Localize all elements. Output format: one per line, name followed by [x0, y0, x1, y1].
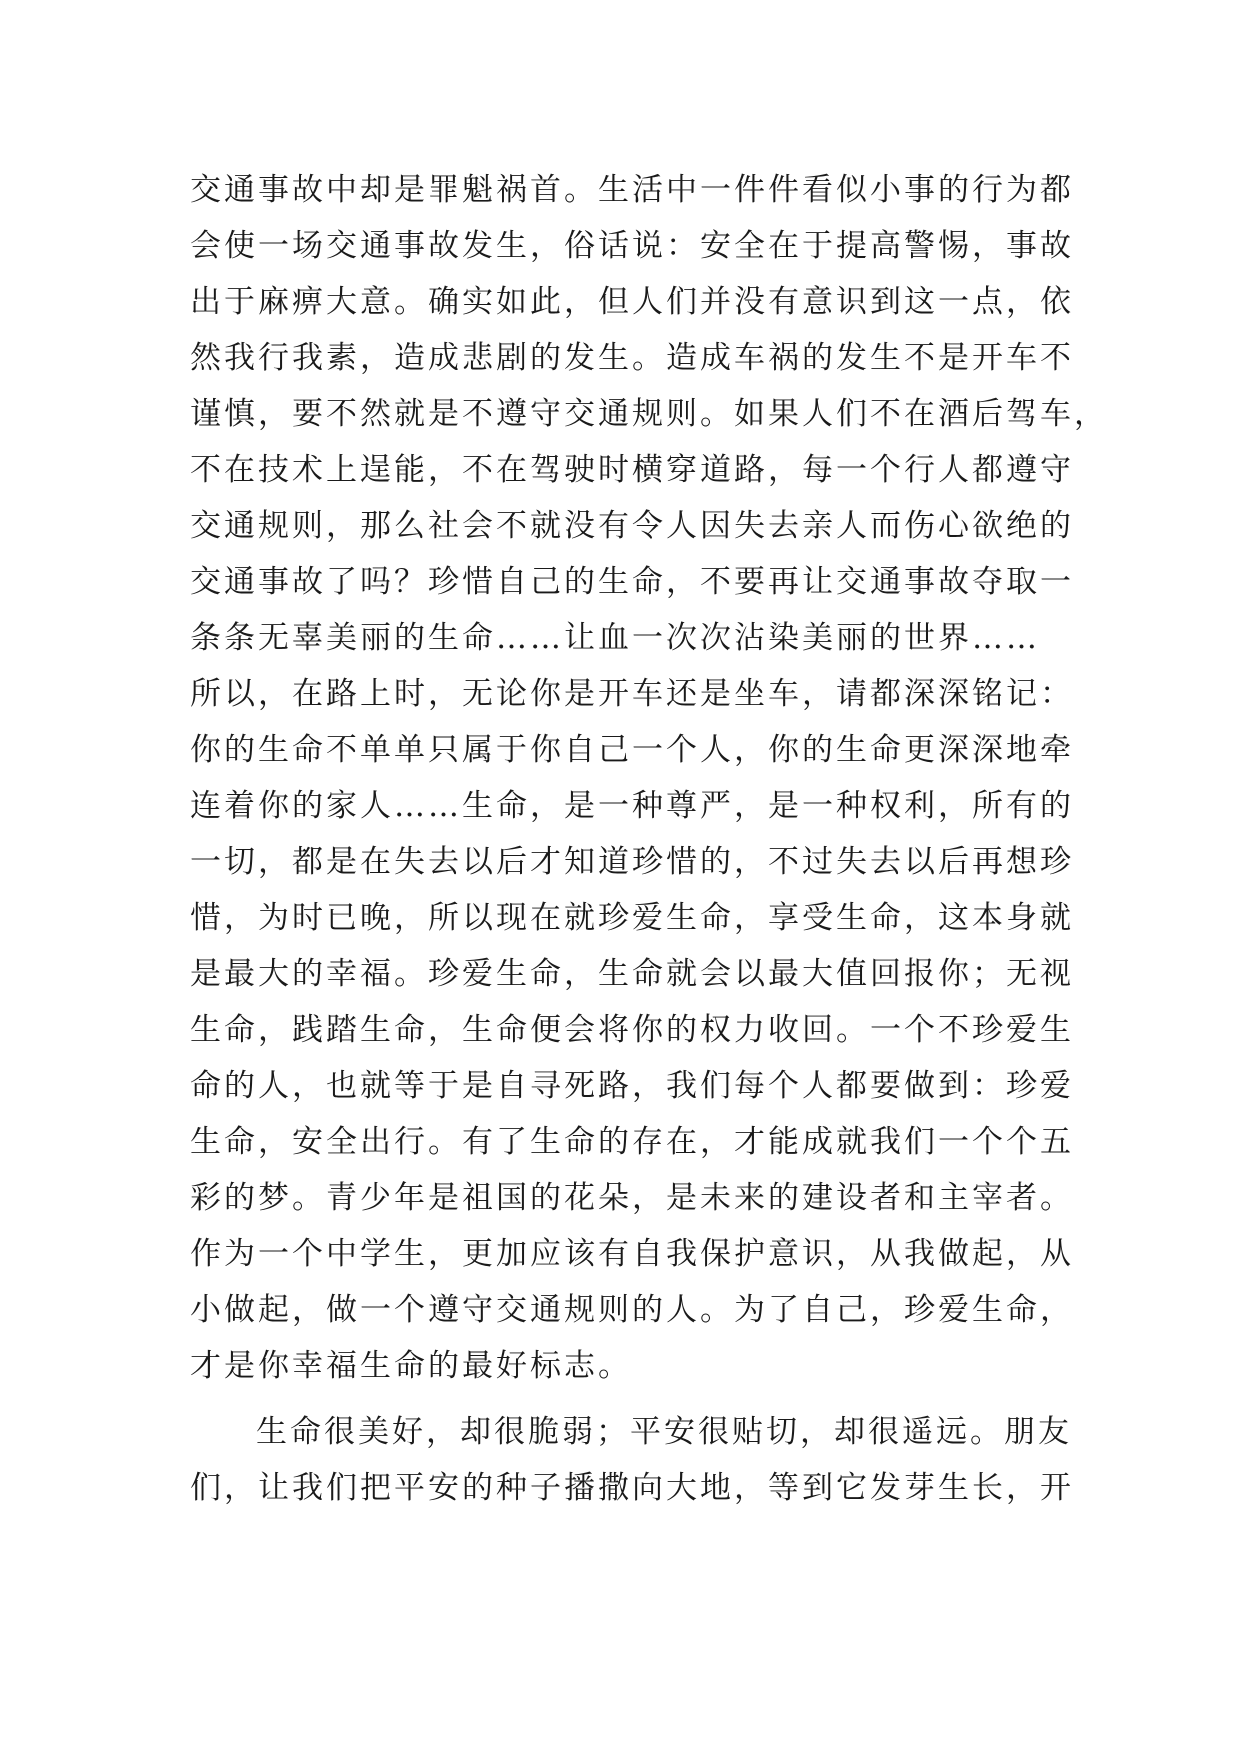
text-line: 是最大的幸福。珍爱生命，生命就会以最大值回报你；无视: [190, 956, 1074, 992]
document-body: [190, 162, 1108, 1516]
text-line: 谨慎，要不然就是不遵守交通规则。如果人们不在酒后驾车，: [190, 396, 1108, 432]
text-line: 出于麻痹大意。确实如此，但人们并没有意识到这一点，依: [190, 284, 1074, 320]
text-line: 生命，践踏生命，生命便会将你的权力收回。一个不珍爱生: [190, 1012, 1074, 1048]
text-line: 不在技术上逞能，不在驾驶时横穿道路，每一个行人都遵守: [190, 452, 1074, 488]
text-line: 所以，在路上时，无论你是开车还是坐车，请都深深铭记：: [190, 676, 1074, 712]
paragraph: [190, 1404, 1074, 1516]
text-line: 惜，为时已晚，所以现在就珍爱生命，享受生命，这本身就: [190, 900, 1074, 936]
text-line: 作为一个中学生，更加应该有自我保护意识，从我做起，从: [190, 1236, 1074, 1272]
text-line: 生命很美好，却很脆弱；平安很贴切，却很遥远。朋友: [256, 1414, 1072, 1450]
text-line: 们，让我们把平安的种子播撒向大地，等到它发芽生长，开: [190, 1470, 1074, 1506]
paragraph-spacer: [190, 1394, 1070, 1404]
text-line: 会使一场交通事故发生，俗话说：安全在于提高警惕，事故: [190, 228, 1074, 264]
paragraph: [190, 162, 1108, 1394]
text-line: 交通事故了吗？珍惜自己的生命，不要再让交通事故夺取一: [190, 564, 1074, 600]
text-line: 才是你幸福生命的最好标志。: [190, 1348, 632, 1384]
text-line: 命的人，也就等于是自寻死路，我们每个人都要做到：珍爱: [190, 1068, 1074, 1104]
text-line: 一切，都是在失去以后才知道珍惜的，不过失去以后再想珍: [190, 844, 1074, 880]
text-line: 交通事故中却是罪魁祸首。生活中一件件看似小事的行为都: [190, 172, 1074, 208]
text-line: 交通规则，那么社会不就没有令人因失去亲人而伤心欲绝的: [190, 508, 1074, 544]
text-line: 你的生命不单单只属于你自己一个人，你的生命更深深地牵: [190, 732, 1074, 768]
text-line: 连着你的家人……生命，是一种尊严，是一种权利，所有的: [190, 788, 1074, 824]
text-line: 彩的梦。青少年是祖国的花朵，是未来的建设者和主宰者。: [190, 1180, 1074, 1216]
text-line: 生命，安全出行。有了生命的存在，才能成就我们一个个五: [190, 1124, 1074, 1160]
text-line: 然我行我素，造成悲剧的发生。造成车祸的发生不是开车不: [190, 340, 1074, 376]
text-line: 小做起，做一个遵守交通规则的人。为了自己，珍爱生命，: [190, 1292, 1074, 1328]
text-line: 条条无辜美丽的生命……让血一次次沾染美丽的世界……: [190, 620, 1040, 656]
